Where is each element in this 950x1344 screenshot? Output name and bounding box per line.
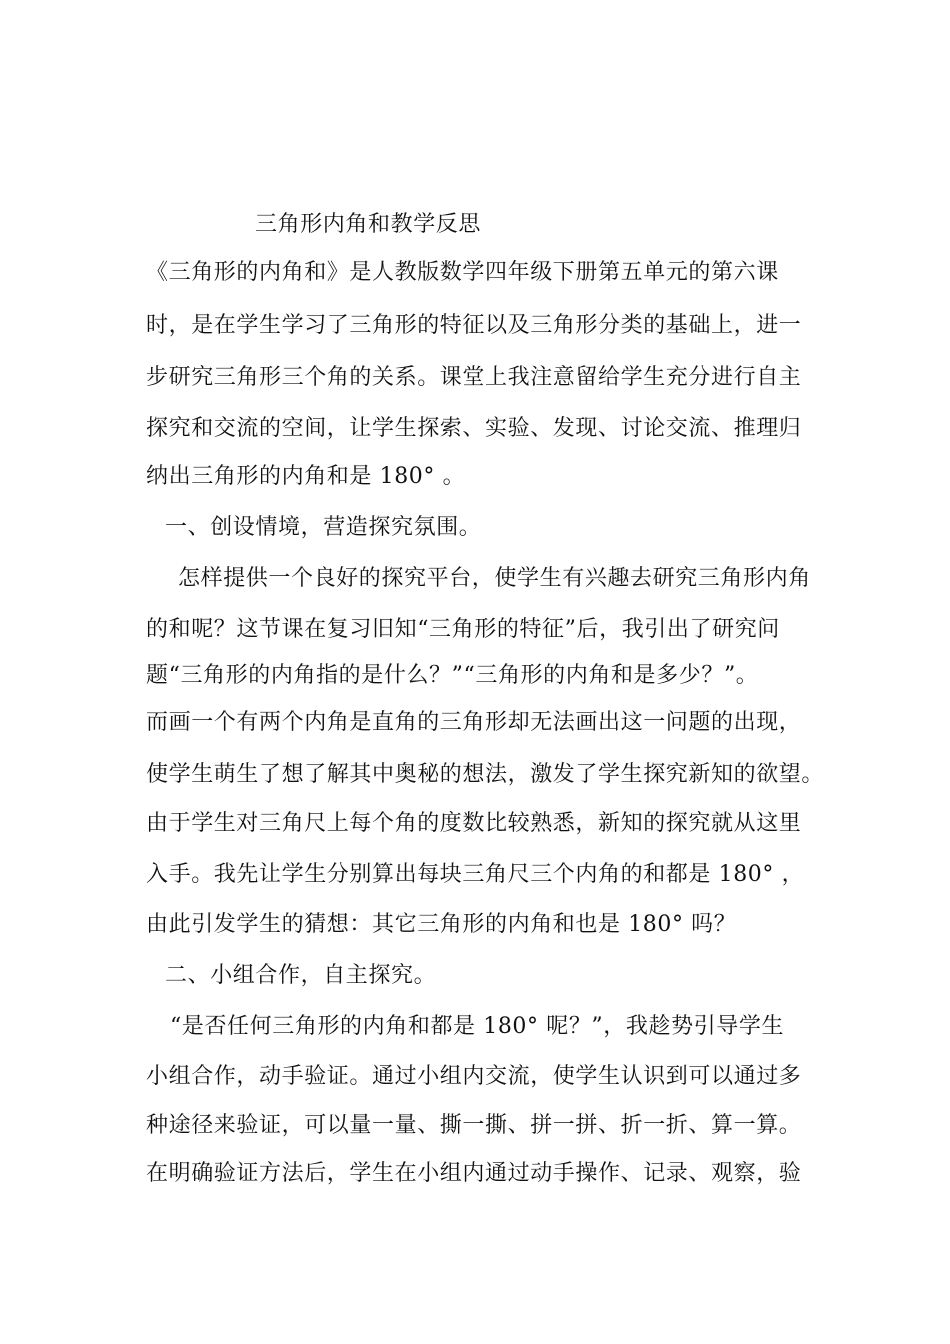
- paragraph-line: 小组合作，动手验证。通过小组内交流，使学生认识到可以通过多: [146, 1064, 802, 1089]
- paragraph-line: 纳出三角形的内角和是 180° 。: [146, 464, 466, 489]
- paragraph-line: 《三角形的内角和》是人教版数学四年级下册第五单元的第六课: [146, 260, 779, 285]
- document-title: 三角形内角和教学反思: [255, 212, 482, 237]
- paragraph-line: 步研究三角形三个角的关系。课堂上我注意留给学生充分进行自主: [146, 365, 802, 390]
- paragraph-line: 时，是在学生学习了三角形的特征以及三角形分类的基础上，进一: [146, 313, 802, 338]
- paragraph-line: 在明确验证方法后，学生在小组内通过动手操作、记录、观察，验: [146, 1161, 802, 1186]
- paragraph-line: 使学生萌生了想了解其中奥秘的想法，激发了学生探究新知的欲望。: [146, 762, 825, 787]
- paragraph-line: 由此引发学生的猜想：其它三角形的内角和也是 180° 吗？: [146, 912, 737, 937]
- paragraph-line: 由于学生对三角尺上每个角的度数比较熟悉，新知的探究就从这里: [146, 811, 802, 836]
- paragraph-line: 入手。我先让学生分别算出每块三角尺三个内角的和都是 180° ，: [146, 862, 805, 887]
- paragraph-line: 题“三角形的内角指的是什么？”“三角形的内角和是多少？”。: [146, 663, 759, 688]
- section-heading: 一、创设情境，营造探究氛围。: [165, 515, 482, 540]
- paragraph-line: 种途径来验证，可以量一量、撕一撕、拼一拼、折一折、算一算。: [146, 1113, 802, 1138]
- paragraph-line: 而画一个有两个内角是直角的三角形却无法画出这一问题的出现，: [146, 710, 802, 735]
- paragraph-line: 探究和交流的空间，让学生探索、实验、发现、讨论交流、推理归: [146, 416, 802, 441]
- paragraph-line: 怎样提供一个良好的探究平台，使学生有兴趣去研究三角形内角: [178, 566, 811, 591]
- section-heading: 二、小组合作，自主探究。: [165, 963, 437, 988]
- paragraph-line: 的和呢？这节课在复习旧知“三角形的特征”后，我引出了研究问: [146, 617, 780, 642]
- paragraph-line: “是否任何三角形的内角和都是 180° 呢？”，我趁势引导学生: [170, 1014, 785, 1039]
